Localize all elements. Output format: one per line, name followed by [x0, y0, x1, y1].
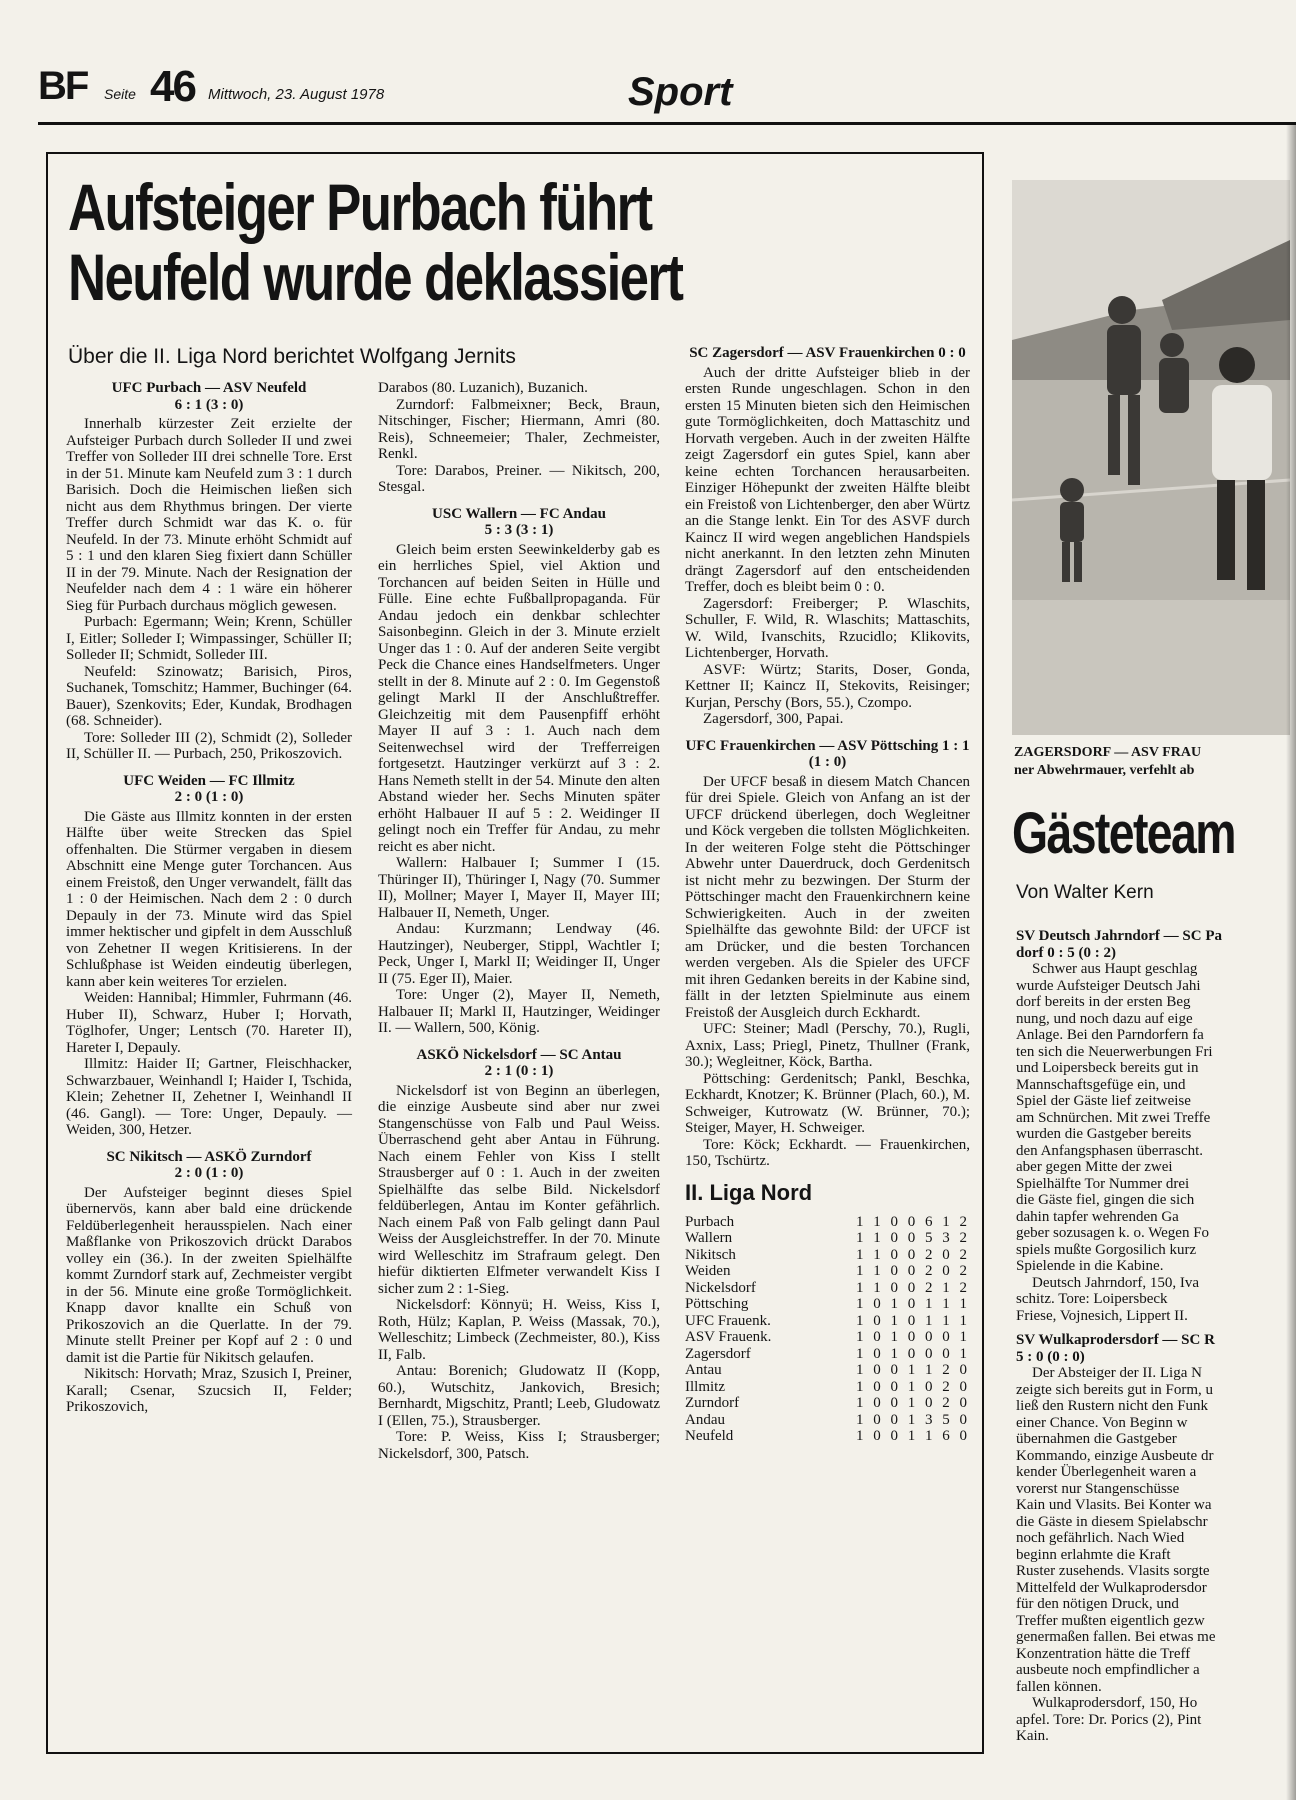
match-report [1016, 961, 1290, 1275]
text-line: einer Chance. Von Beginn w [1016, 1414, 1188, 1431]
right-article-column [1016, 920, 1290, 1745]
text-line: ausbeute noch empfindlicher a [1016, 1662, 1200, 1678]
standings-row [685, 1280, 970, 1297]
text-line: den Anfangsphasen überrascht. [1016, 1142, 1204, 1159]
text-line: Friese, Vojnesich, Lippert II. [1016, 1307, 1188, 1324]
match-report [1016, 1365, 1290, 1695]
match-report: Der Aufsteiger beginnt dieses Spiel übernervös, kann aber bald eine drückende Feldüberlegenheit herausspielen. Nach einer Maßflanke von Prikoszovich drückt Darabos volley ein (36.). In der zweiten Spielhälfte kommt Zurndorf stark auf, Zechmeister vergibt in der 56. Minute eine große Tormöglichkeit. Knapp davor knallte ein Schuß von Prikoszovich an die Querlatte. In der 79. Minute stellt Preiner per Kopf auf 2 : 0 und damit ist die Partie für Nikitsch gelaufen. [66, 1184, 352, 1366]
match-scorers: Zagersdorf, 300, Papai. [703, 711, 844, 727]
standings-team: ASV Frauenk. [685, 1329, 772, 1345]
standings-stats: 1 1 0 0 5 3 2 [856, 1230, 970, 1246]
text-line: kender Überlegenheit waren a [1016, 1464, 1197, 1480]
article-column-3 [685, 345, 970, 1445]
caption-line-1: ZAGERSDORF — ASV FRAU [1014, 745, 1202, 760]
standings-row [685, 1329, 970, 1346]
text-line: nung, und noch dazu auf eige [1016, 1010, 1193, 1027]
text-line: noch gefährlich. Nach Wied [1016, 1530, 1185, 1546]
caption-line-2: ner Abwehrmauer, verfehlt ab [1014, 763, 1195, 778]
standings-team: Zurndorf [685, 1395, 740, 1411]
text-line: Kommando, einzige Ausbeute dr [1016, 1447, 1214, 1464]
team-lineup: Weiden: Hannibal; Himmler, Fuhrmann (46. Huber II), Schwarz, Huber I; Horvath, Töglhofer, Unger; Lentsch (70. Hareter II), Hareter I, Depauly. [66, 990, 352, 1056]
newspaper-logo: BF [38, 64, 88, 108]
match-title: SC Nikitsch — ASKÖ Zurndorf [106, 1148, 312, 1165]
text-line: und Loipersbeck bereits gut in [1016, 1060, 1199, 1076]
section-title: Sport [628, 70, 733, 114]
standings-team: Nikitsch [685, 1246, 736, 1263]
text-line: Spielende in die Kabine. [1016, 1258, 1164, 1274]
match-heading: SC Zagersdorf — ASV Frauenkirchen 0 : 0 [689, 345, 966, 361]
standings-row [685, 1395, 970, 1412]
text-line: ließ den Rustern nicht den Funk [1016, 1398, 1209, 1414]
standings-table [685, 1214, 970, 1445]
team-lineup: Nikitsch: Horvath; Mraz, Szusich I, Preiner, Karall; Csenar, Szucsich II, Felder; Prikoszovich, [66, 1366, 352, 1415]
text-line: vorerst nur Stangenschüsse [1016, 1480, 1180, 1497]
standings-row [685, 1296, 970, 1313]
match-scorers: Tore: Darabos, Preiner. — Nikitsch, 200, Stesgal. [378, 462, 660, 495]
standings-team: UFC Frauenk. [685, 1312, 771, 1329]
text-line: spiels mußte Gorgosilich kurz [1016, 1241, 1197, 1258]
match-score: 2 : 0 (1 : 0) [174, 789, 244, 805]
text-line: Deutsch Jahrndorf, 150, Iva [1032, 1274, 1200, 1291]
article-byline: Über die II. Liga Nord berichtet Wolfgang Jernits [68, 345, 516, 368]
standings-stats: 1 0 0 1 1 2 0 [856, 1362, 970, 1378]
match-title: ASKÖ Nickelsdorf — SC Antau [416, 1046, 622, 1063]
standings-row [685, 1412, 970, 1429]
team-lineup: Purbach: Egermann; Wein; Krenn, Schüller I, Eitler; Solleder I; Wimpassinger, Schüller II; Solleder II; Schmidt, Solleder III. [66, 614, 352, 663]
team-lineup: Pöttsching: Gerdenitsch; Pankl, Beschka, Eckhardt, Knotzer; K. Brünner (Plach, 60.), M. Schweiger, Kutrowatz (W. Brünner, 70.); Steiger, Mayer, H. Schweiger. [685, 1070, 970, 1136]
match-heading [66, 380, 352, 413]
text-line: Schwer aus Haupt geschlag [1032, 961, 1198, 977]
team-lineup: ASVF: Würtz; Starits, Doser, Gonda, Kettner II; Kaincz II, Stekovits, Reisinger; Kurjan, Perschy (Bors, 55.), Czompo. [685, 661, 970, 711]
match-title: USC Wallern — FC Andau [432, 505, 606, 522]
match-title: SV Deutsch Jahrndorf — SC Pa [1016, 928, 1222, 944]
standings-stats: 1 0 1 0 0 0 1 [856, 1329, 970, 1345]
text-line: Wulkaprodersdorf, 150, Ho [1032, 1695, 1198, 1711]
standings-team: Weiden [685, 1263, 731, 1279]
article-headline [68, 172, 788, 312]
standings-row [685, 1346, 970, 1363]
masthead-rule [38, 122, 1296, 125]
text-line: Treffer mußten eigentlich gezw [1016, 1612, 1205, 1629]
match-heading [66, 1149, 352, 1182]
standings-stats: 1 1 0 0 2 0 2 [856, 1246, 970, 1263]
standings-team: Pöttsching [685, 1296, 749, 1312]
match-heading [1016, 1332, 1290, 1365]
text-line: genermaßen fallen. Bei etwas me [1016, 1629, 1216, 1645]
page-fold-shadow [1286, 125, 1296, 1800]
text-line: die Gäste in diesem Spielabschr [1016, 1513, 1208, 1530]
match-title: SV Wulkaprodersdorf — SC R [1016, 1332, 1215, 1348]
match-title: UFC Weiden — FC Illmitz [123, 772, 295, 789]
text-line: zeigte sich bereits gut in Form, u [1016, 1381, 1214, 1398]
text-line: Konzentration hätte die Treff [1016, 1645, 1191, 1662]
text-line: wurde Aufsteiger Deutsch Jahi [1016, 977, 1201, 994]
match-score: 5 : 0 (0 : 0) [1016, 1348, 1085, 1365]
text-line: schitz. Tore: Loipersbeck [1016, 1291, 1168, 1307]
match-report: Die Gäste aus Illmitz konnten in der ersten Hälfte über weite Strecken das Spiel offenhalten. Die Stürmer vergaben in diesem Abschnitt eine Menge guter Torchancen. Aus einem Freistoß, den Unger verwandelt, fällt das 1 : 0 der Heimischen. Nach dem 2 : 0 durch Depauly in der 73. Minute wird das Spiel immer hektischer und gipfelt in dem Ausschluß von Zehetner II wegen Kritisierens. In der Schlußphase ist Weiden eindeutig überlegen, kann aber kein weiteres Tor erzielen. [66, 808, 352, 990]
match-scorers [1016, 1275, 1290, 1325]
standings-title: II. Liga Nord [685, 1179, 813, 1205]
match-scorers: Tore: P. Weiss, Kiss I; Strausberger; Nickelsdorf, 300, Patsch. [378, 1429, 660, 1462]
match-report: Innerhalb kürzester Zeit erzielte der Aufsteiger Purbach durch Solleder II und zwei Treffer von Solleder III drei schnelle Tore. Erst in der 51. Minute kam Neufeld zum 3 : 1 durch Barisich. Doch die Heimischen ließen sich nicht aus dem Rhythmus bringen. Der vierte Treffer durch Schmidt war das K. o. für Neufeld. In der 73. Minute erhöht Schmidt auf 5 : 1 und den klaren Sieg fixiert dann Schüller II in der 79. Minute. Nach der Resignation der Neufelder nach dem 4 : 1 wäre ein höherer Sieg für Purbach durchaus möglich gewesen. [66, 416, 352, 614]
match-heading [66, 773, 352, 806]
headline-line-2: Neufeld wurde deklassiert [68, 240, 683, 314]
text-line: für den nötigen Druck, und [1016, 1596, 1179, 1612]
match-scorers: Tore: Unger (2), Mayer II, Nemeth, Halbauer II; Markl II, Hautzinger, Weidinger II. — Wallern, 500, König. [378, 987, 660, 1036]
match-scorers [1016, 1695, 1290, 1745]
match-photo-illustration [1012, 180, 1290, 735]
team-lineup: Antau: Borenich; Gludowatz II (Kopp, 60.), Wutschitz, Jankovich, Bresich; Bernhardt, Migschitz, Prantl; Leeb, Gludowatz I (Ellen, 75.), Strausberger. [378, 1363, 661, 1429]
standings-team: Purbach [685, 1213, 735, 1230]
text-line: Ruster zusehends. Vlasits sorgte [1016, 1563, 1210, 1579]
match-heading: UFC Frauenkirchen — ASV Pöttsching 1 : 1 (1 : 0) [685, 737, 970, 770]
standings-stats: 1 0 0 1 0 2 0 [856, 1395, 970, 1411]
text-line: aber gegen Mitte der zwei [1016, 1159, 1173, 1175]
team-lineup-continued: Darabos (80. Luzanich), Buzanich. [378, 380, 588, 396]
photo-caption [1014, 744, 1290, 780]
text-line: geber sozusagen k. o. Wegen Fo [1016, 1225, 1210, 1241]
match-heading [1016, 928, 1290, 961]
text-line: Spiel der Gäste lief zeitweise [1016, 1093, 1191, 1109]
standings-stats: 1 1 0 0 2 1 2 [856, 1279, 970, 1296]
standings-row [685, 1230, 970, 1247]
right-article-headline: Gästeteam [1012, 801, 1235, 866]
text-line: ten sich die Neuerwerbungen Fri [1016, 1043, 1213, 1060]
team-lineup: Wallern: Halbauer I; Summer I (15. Thüringer II), Thüringer I, Nagy (70. Summer II), Mollner; Mayer I, Mayer II, Mayer III; Halbauer II, Nemeth, Unger. [378, 855, 660, 921]
match-photo [1012, 180, 1290, 735]
standings-row [685, 1263, 970, 1280]
text-line: am Schnürchen. Mit zwei Treffe [1016, 1109, 1211, 1126]
standings-stats: 1 0 0 1 1 6 0 [856, 1428, 970, 1444]
match-title: UFC Purbach — ASV Neufeld [111, 380, 307, 396]
match-report: Auch der dritte Aufsteiger blieb in der ersten Runde ungeschlagen. Schon in den ersten 15 Minuten bieten sich den Heimischen gute Tormöglichkeiten, doch Mattaschitz und Horvath vergeben. Auch in der zweiten Hälfte zeigt Zagersdorf ein gutes Spiel, kann aber keine echten Torchancen herausarbeiten. Einziger Höhepunkt der zweiten Hälfte bleibt ein Freistoß von Lichtenberger, den aber Würtz an die Stange lenkt. Ein Tor des ASVF durch Kaincz II wird wegen angeblichen Handspiels nicht anerkannt. In den letzten zehn Minuten drängt Zagersdorf auf den entscheidenden Treffer, doch es bleibt beim 0 : 0. [685, 364, 970, 595]
team-lineup: Neufeld: Szinowatz; Barisich, Piros, Suchanek, Tomschitz; Hammer, Buchinger (64. Bauer), Szenkovits; Eder, Kundak, Brodhagen (68. Schneider). [66, 663, 352, 729]
match-score: dorf 0 : 5 (0 : 2) [1016, 944, 1116, 961]
team-lineup: Zagersdorf: Freiberger; P. Wlaschits, Schuller, F. Wild, R. Wlaschits; Mattaschits, W. Wild, Ivanschits, Rzucidlo; Klikovits, Lichtenberger, Horvath. [685, 595, 970, 661]
match-score: 6 : 1 (3 : 0) [174, 396, 244, 413]
issue-date: Mittwoch, 23. August 1978 [208, 86, 385, 103]
text-line: die Gäste fiel, gingen die sich [1016, 1192, 1195, 1208]
standings-row [685, 1362, 970, 1379]
match-heading [378, 506, 660, 539]
match-scorers: Tore: Solleder III (2), Schmidt (2), Solleder II, Schüller II. — Purbach, 250, Prikoszovich. [66, 729, 352, 762]
standings-team: Antau [685, 1362, 722, 1378]
text-line: Mannschaftsgefüge ein, und [1016, 1076, 1186, 1093]
text-line: Kain und Vlasits. Bei Konter wa [1016, 1497, 1212, 1513]
standings-stats: 1 1 0 0 6 1 2 [856, 1213, 970, 1230]
match-report: Gleich beim ersten Seewinkelderby gab es ein herrliches Spiel, viel Aktion und Torchancen auf beiden Seiten in Hülle und Fülle. Eine echte Fußballpropaganda. Für Andau jedoch ein denkbar schlechter Saisonbeginn. Gleich in der 3. Minute erzielt Unger das 1 : 0. Auf der anderen Seite vergibt Peck die Chance eines Handselfmeters. Unger stellt in der 8. Minute auf 2 : 0. Im Gegenstoß gelingt Markl II der Anschlußtreffer. Gleichzeitig mit dem Pausenpfiff erhöht Mayer II auf 3 : 1. Auch nach dem Seitenwechsel wird der Trefferreigen fortgesetzt. Hautzinger verkürzt auf 3 : 2. Hans Nemeth stellt in der 54. Minute den alten Abstand wieder her. Sechs Minuten später erhöht Halbauer II auf 5 : 2. Weidinger II gelingt noch ein Treffer für Andau, zu mehr reicht es aber nicht. [378, 541, 660, 855]
text-line: fallen können. [1016, 1678, 1102, 1695]
page-label: Seite [104, 86, 136, 102]
standings-team: Neufeld [685, 1428, 734, 1444]
masthead [38, 64, 1296, 122]
standings-stats: 1 0 0 1 3 5 0 [856, 1411, 970, 1428]
team-lineup: Andau: Kurzmann; Lendway (46. Hautzinger), Neuberger, Stippl, Wachtler I; Peck, Unger I, Markl II; Weidinger II, Unger II (75. Eger II), Maier. [378, 921, 660, 987]
article-column-2 [378, 380, 660, 1462]
standings-stats: 1 1 0 0 2 0 2 [856, 1263, 970, 1279]
team-lineup: Zurndorf: Falbmeixner; Beck, Braun, Nitschinger, Fischer; Hiermann, Amri (80. Reis), Schneemeier; Thaler, Zechmeister, Renkl. [378, 396, 660, 462]
match-scorers: Tore: Köck; Eckhardt. — Frauenkirchen, 150, Tschürtz. [685, 1136, 970, 1169]
standings-row [685, 1214, 970, 1231]
page-number: 46 [150, 62, 195, 111]
match-report: Der UFCF besaß in diesem Match Chancen für drei Spiele. Gleich von Anfang an ist der UFCF drückend überlegen, doch Wegleitner und Köck vergeben die tollsten Möglichkeiten. In der weiteren Folge steht die Pöttschinger Abwehr unter Dauerdruck, doch Gerdenitsch ist nicht mehr zu bezwingen. Der Sturm der Pöttschinger macht den Frauenkirchnern keine Schwierigkeiten. Auch in der zweiten Spielhälfte das gewohnte Bild: der UFCF ist am Drücker, und die besten Torchancen werden vergeben. Als die Spieler des UFCF mit ihren Gedanken bereits in der Kabine sind, fällt in der letzten Spielminute aus einem Freistoß der Ausgleich durch Eckhardt. [685, 773, 970, 1021]
text-line: Anlage. Bei den Parndorfern fa [1016, 1027, 1204, 1043]
match-score: 5 : 3 (3 : 1) [484, 522, 554, 538]
text-line: dorf bereits in der ersten Beg [1016, 994, 1191, 1010]
article-column-1 [66, 380, 352, 1416]
match-score: 2 : 1 (0 : 1) [484, 1063, 554, 1079]
text-line: beginn erlahmte die Kraft [1016, 1546, 1171, 1563]
text-line: apfel. Tore: Dr. Porics (2), Pint [1016, 1711, 1202, 1728]
team-lineup: UFC: Steiner; Madl (Perschy, 70.), Rugli, Axnix, Lass; Priegl, Pinetz, Thullner (Frank, 30.); Wegleitner, Köck, Bartha. [685, 1021, 970, 1070]
match-report: Nickelsdorf ist von Beginn an überlegen, die einzige Ausbeute sind aber nur zwei Stangenschüsse von Falb und Paul Weiss. Überraschend geht aber Antau in Führung. Nach einem Fehler von Kiss I stellt Strausberger auf 0 : 1. Auch in der zweiten Spielhälfte das selbe Bild. Nickelsdorf feldüberlegen, Antau im Konter gefährlich. Nach einem Paß von Falb gelingt dann Paul Weiss der Ausgleichstreffer. In der 70. Minute wird Welleschitz im Strafraum gelegt. Den hiefür diktierten Elfmeter verwandelt Kiss I sicher zum 2 : 1-Sieg. [378, 1082, 660, 1297]
standings-row [685, 1247, 970, 1264]
standings-row [685, 1379, 970, 1396]
standings-team: Nickelsdorf [685, 1279, 756, 1296]
standings-stats: 1 0 1 0 0 0 1 [856, 1345, 970, 1362]
standings-team: Illmitz [685, 1378, 725, 1395]
standings-stats: 1 0 1 0 1 1 1 [856, 1296, 970, 1312]
team-lineup: Nickelsdorf: Könnyü; H. Weiss, Kiss I, Roth, Hülz; Kaplan, P. Weiss (Massak, 70.), Welleschitz; Limbeck (Zechmeister, 80.), Kiss II, Falb. [378, 1297, 660, 1363]
standings-stats: 1 0 0 1 0 2 0 [856, 1378, 970, 1395]
standings-row [685, 1313, 970, 1330]
headline-line-1: Aufsteiger Purbach führt [68, 170, 652, 244]
match-score: 2 : 0 (1 : 0) [174, 1165, 244, 1181]
standings-row [685, 1428, 970, 1445]
right-article-byline: Von Walter Kern [1016, 882, 1154, 903]
text-line: Mittelfeld der Wulkaprodersdor [1016, 1579, 1207, 1596]
standings-team: Andau [685, 1411, 725, 1428]
match-heading [378, 1047, 660, 1080]
standings-team: Zagersdorf [685, 1345, 751, 1362]
standings-team: Wallern [685, 1230, 733, 1246]
team-lineup: Illmitz: Haider II; Gartner, Fleischhacker, Schwarzbauer, Weinhandl I; Haider I, Tschida, Klein; Zehetner II, Zehetner I, Weinhandl II (46. Gangl). — Tore: Unger, Depauly. — Weiden, 300, Hetzer. [66, 1056, 352, 1138]
standings-stats: 1 0 1 0 1 1 1 [856, 1312, 970, 1329]
text-line: übernahmen die Gastgeber [1016, 1431, 1177, 1447]
text-line: dahin tapfer wehrenden Ga [1016, 1208, 1179, 1225]
text-line: Spielhälfte Tor Nummer drei [1016, 1175, 1190, 1192]
text-line: Der Absteiger der II. Liga N [1032, 1365, 1202, 1381]
text-line: wurden die Gastgeber bereits [1016, 1126, 1192, 1142]
text-line: Kain. [1016, 1728, 1049, 1744]
